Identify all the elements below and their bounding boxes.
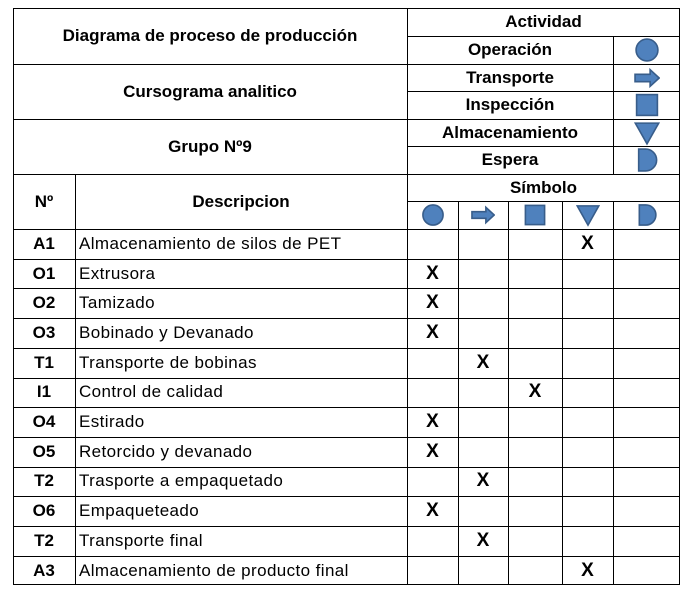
grid-line <box>13 229 680 230</box>
triangle-down-icon <box>613 119 680 146</box>
row-number: O5 <box>32 441 56 461</box>
symbol-header-square-icon <box>508 201 562 229</box>
row-description: Transporte de bobinas <box>79 352 257 372</box>
symbol-header-circle-icon <box>407 201 458 229</box>
grid-line <box>407 146 680 147</box>
grid-line <box>407 8 408 585</box>
legend-label-transporte: Transporte <box>466 67 554 87</box>
column-header-number: Nº <box>34 191 54 211</box>
row-number: O6 <box>32 501 56 521</box>
square-icon <box>613 91 680 119</box>
grid-line <box>13 584 680 585</box>
row-number: T2 <box>34 471 54 491</box>
grid-line <box>407 201 680 202</box>
row-description: Transporte final <box>79 530 203 550</box>
activity-mark: X <box>426 321 439 343</box>
row-description: Estirado <box>79 412 145 432</box>
symbol-header-triangle-down-icon <box>562 201 613 229</box>
row-description: Trasporte a empaquetado <box>79 471 284 491</box>
row-number: A3 <box>33 560 55 580</box>
activity-mark: X <box>476 470 490 492</box>
row-description: Bobinado y Devanado <box>79 322 254 342</box>
row-description: Control de calidad <box>79 382 224 402</box>
column-header-symbol: Símbolo <box>509 177 578 197</box>
row-description: Almacenamiento de producto final <box>79 560 349 580</box>
process-chart-sheet <box>13 8 680 585</box>
grid-line <box>13 259 680 260</box>
symbol-header-arrow-right-icon <box>458 201 508 229</box>
legend-label-almacenamiento: Almacenamiento <box>441 122 579 142</box>
grid-line <box>407 91 680 92</box>
activity-mark: X <box>426 292 439 314</box>
grid-line <box>13 378 680 379</box>
activity-mark: X <box>476 351 490 373</box>
symbol-header-d-shape-icon <box>613 201 680 229</box>
arrow-right-icon <box>613 64 680 91</box>
row-description: Retorcido y devanado <box>79 441 253 461</box>
chart-title: Diagrama de proceso de producción <box>62 26 358 45</box>
grid-line <box>13 288 680 289</box>
row-number: O3 <box>32 322 56 342</box>
d-shape-icon <box>613 146 680 174</box>
grid-line <box>407 36 680 37</box>
row-number: A1 <box>33 233 55 253</box>
row-description: Extrusora <box>79 263 156 283</box>
grid-line <box>13 8 680 9</box>
activity-mark: X <box>426 500 439 522</box>
activity-mark: X <box>426 262 439 284</box>
grid-line <box>75 174 76 585</box>
circle-icon <box>613 36 680 64</box>
activity-mark: X <box>528 381 542 403</box>
grid-line <box>613 36 614 174</box>
legend-label-inspeccin: Inspección <box>465 95 555 114</box>
grid-line <box>13 437 680 438</box>
grid-line <box>13 318 680 319</box>
grid-line <box>13 467 680 468</box>
row-number: I1 <box>36 382 52 402</box>
grid-line <box>13 64 680 65</box>
activity-mark: X <box>581 232 594 254</box>
grid-line <box>13 407 680 408</box>
grid-line <box>13 174 680 175</box>
grid-line <box>13 119 680 120</box>
column-header-description: Descripcion <box>192 191 290 211</box>
row-description: Tamizado <box>79 293 155 313</box>
grid-line <box>13 556 680 557</box>
activity-mark: X <box>426 440 439 462</box>
grid-line <box>13 348 680 349</box>
grid-line <box>13 526 680 527</box>
activity-legend-title: Actividad <box>505 12 582 31</box>
activity-mark: X <box>581 559 594 581</box>
chart-subtitle: Cursograma analitico <box>123 81 297 101</box>
activity-mark: X <box>476 529 490 551</box>
grid-line <box>679 8 680 585</box>
row-number: O4 <box>32 412 56 432</box>
legend-label-espera: Espera <box>481 150 539 169</box>
row-number: O1 <box>32 263 56 283</box>
activity-mark: X <box>426 411 439 433</box>
grid-line <box>13 496 680 497</box>
group-label: Grupo Nº9 <box>168 136 252 156</box>
row-description: Empaqueteado <box>79 501 200 521</box>
legend-label-operacin: Operación <box>467 40 553 59</box>
row-number: T1 <box>34 352 54 372</box>
row-number: T2 <box>34 530 54 550</box>
row-description: Almacenamiento de silos de PET <box>79 233 342 253</box>
row-number: O2 <box>32 293 56 313</box>
grid-line <box>13 8 14 585</box>
